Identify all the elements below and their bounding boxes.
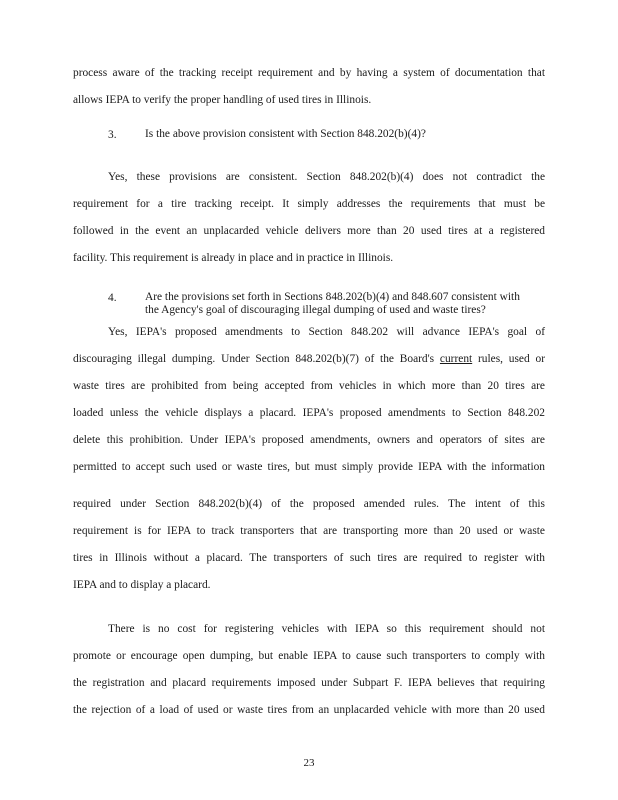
current-underlined: current <box>439 353 473 365</box>
answer-4-line-7: required under Section 848.202(b)(4) of the proposed amended rules. The intent of this <box>73 498 545 510</box>
answer-4-line-1: Yes, IEPA's proposed amendments to Section 848.202 will advance IEPA's goal of <box>108 326 545 338</box>
page-number: 23 <box>303 757 315 769</box>
answer-4-line-5: delete this prohibition. Under IEPA's proposed amendments, owners and operators of sites are <box>73 434 545 446</box>
answer-4-line-2-before: discouraging illegal dumping. Under Section 848.202(b)(7) of the Board's <box>73 353 440 365</box>
intro-line-2: allows IEPA to verify the proper handling of used tires in Illinois. <box>73 94 372 106</box>
answer-4-line-8: requirement is for IEPA to track transporters that are transporting more than 20 used or waste <box>73 525 545 537</box>
answer-4-line-2-after: rules, used or <box>472 353 545 365</box>
answer-4-line-2 <box>73 352 545 366</box>
answer-3-line-1: Yes, these provisions are consistent. Section 848.202(b)(4) does not contradict the <box>108 171 545 183</box>
final-line-4: the rejection of a load of used or waste tires from an unplacarded vehicle with more than 20 used <box>73 704 545 716</box>
answer-3-line-4: facility. This requirement is already in place and in practice in Illinois. <box>73 252 394 264</box>
answer-4-line-4: loaded unless the vehicle displays a placard. IEPA's proposed amendments to Section 848.202 <box>73 407 545 419</box>
question-4-line-1: Are the provisions set forth in Sections 848.202(b)(4) and 848.607 consistent with <box>145 291 520 303</box>
answer-4-line-3: waste tires are prohibited from being accepted from vehicles in which more than 20 tires are <box>73 380 545 392</box>
answer-4-line-6: permitted to accept such used or waste tires, but must simply provide IEPA with the information <box>73 461 545 473</box>
final-line-1: There is no cost for registering vehicles with IEPA so this requirement should not <box>108 623 545 635</box>
answer-3-line-2: requirement for a tire tracking receipt. It simply addresses the requirements that must be <box>73 198 545 210</box>
question-4-number: 4. <box>108 292 117 304</box>
answer-4-line-9: tires in Illinois without a placard. The transporters of such tires are required to register with <box>73 552 545 564</box>
question-4-line-2: the Agency's goal of discouraging illegal dumping of used and waste tires? <box>145 304 486 316</box>
intro-line-1: process aware of the tracking receipt requirement and by having a system of documentation that <box>73 67 545 79</box>
final-line-3: the registration and placard requirements imposed under Subpart F. IEPA believes that requiring <box>73 677 545 689</box>
question-3-text: Is the above provision consistent with Section 848.202(b)(4)? <box>145 128 426 140</box>
answer-3-line-3: followed in the event an unplacarded vehicle delivers more than 20 used tires at a registered <box>73 225 545 237</box>
question-3-number: 3. <box>108 129 117 141</box>
final-line-2: promote or encourage open dumping, but enable IEPA to cause such transporters to comply with <box>73 650 545 662</box>
answer-4-line-10: IEPA and to display a placard. <box>73 579 211 591</box>
